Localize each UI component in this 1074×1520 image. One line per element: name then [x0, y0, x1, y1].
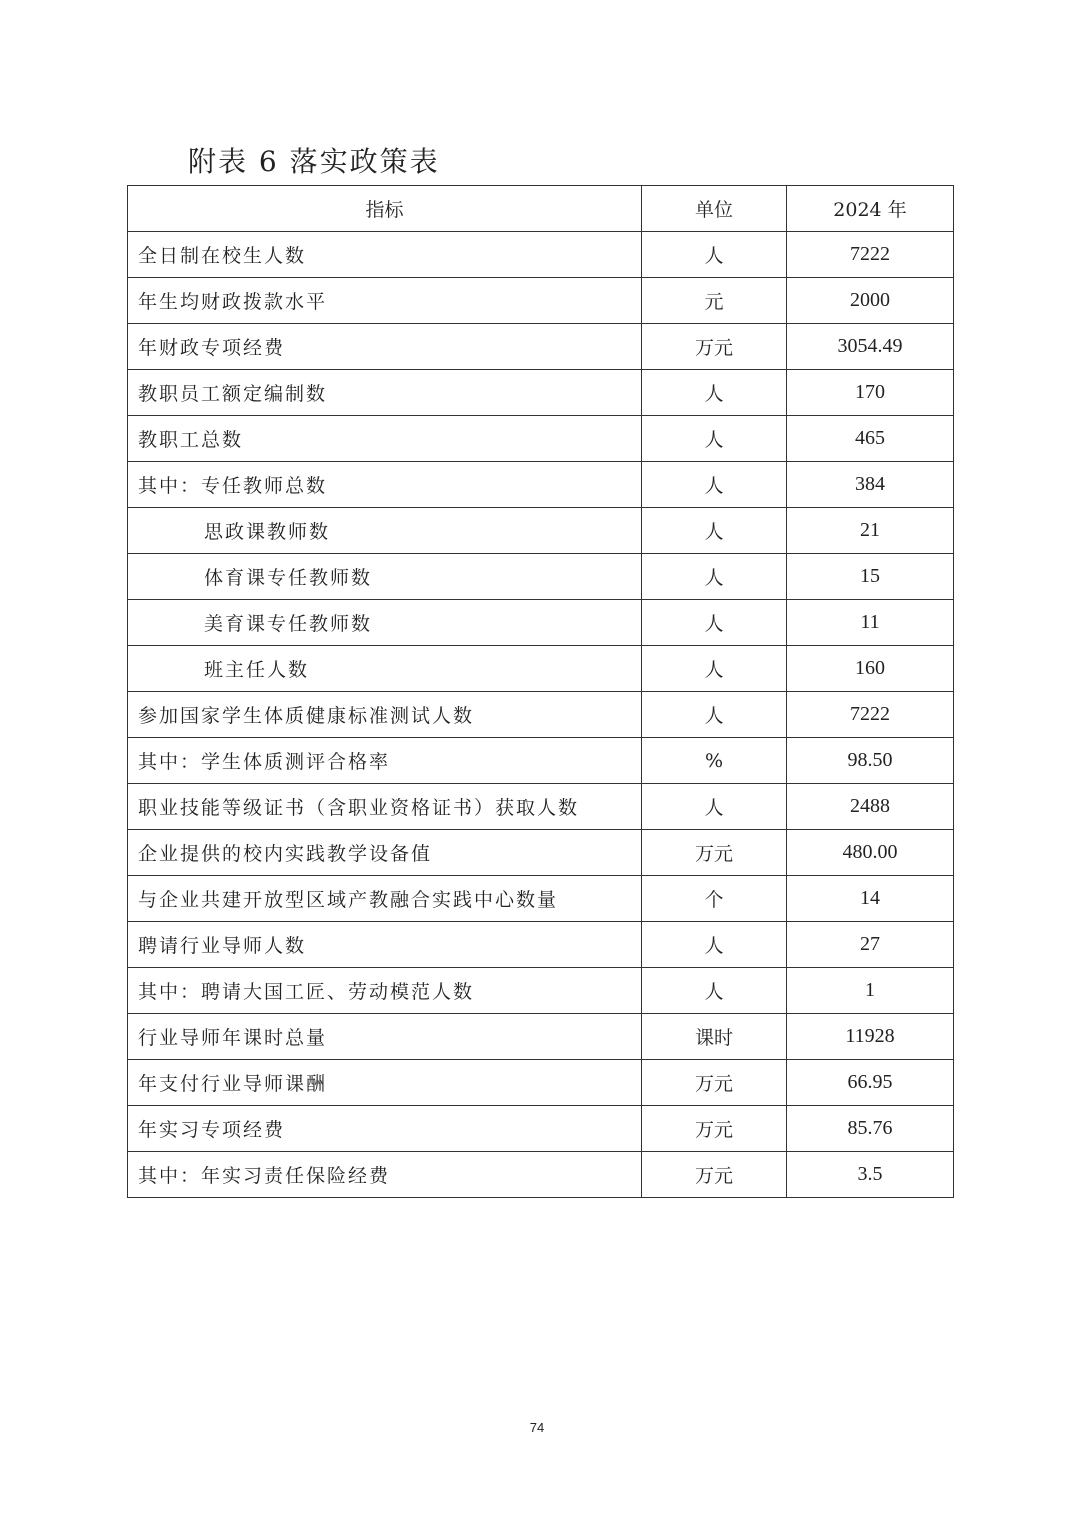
row-unit: 个: [642, 876, 787, 922]
row-indicator: 其中：专任教师总数: [128, 462, 642, 508]
policy-table: [127, 185, 954, 1198]
table-row: [128, 1014, 954, 1060]
row-value: 1: [787, 968, 954, 1014]
row-value: 3.5: [787, 1152, 954, 1198]
row-indicator: 全日制在校生人数: [128, 232, 642, 278]
row-indicator: 行业导师年课时总量: [128, 1014, 642, 1060]
row-indicator: 年实习专项经费: [128, 1106, 642, 1152]
row-unit: 人: [642, 646, 787, 692]
table-row: [128, 232, 954, 278]
table-row: [128, 692, 954, 738]
row-unit: %: [642, 738, 787, 784]
header-indicator: 指标: [128, 186, 642, 232]
table-row: [128, 1106, 954, 1152]
row-indicator: 企业提供的校内实践教学设备值: [128, 830, 642, 876]
table-row: [128, 646, 954, 692]
table-row: [128, 554, 954, 600]
row-value: 66.95: [787, 1060, 954, 1106]
row-unit: 人: [642, 922, 787, 968]
row-value: 27: [787, 922, 954, 968]
table-row: [128, 508, 954, 554]
row-unit: 人: [642, 370, 787, 416]
table-row: [128, 324, 954, 370]
table-row: [128, 416, 954, 462]
table-row: [128, 738, 954, 784]
table-body: [128, 232, 954, 1198]
row-value: 15: [787, 554, 954, 600]
row-indicator: 年支付行业导师课酬: [128, 1060, 642, 1106]
row-unit: 人: [642, 508, 787, 554]
row-unit: 万元: [642, 324, 787, 370]
row-unit: 课时: [642, 1014, 787, 1060]
row-unit: 人: [642, 600, 787, 646]
row-value: 7222: [787, 692, 954, 738]
row-unit: 人: [642, 784, 787, 830]
row-value: 85.76: [787, 1106, 954, 1152]
row-indicator: 年财政专项经费: [128, 324, 642, 370]
row-indicator: 班主任人数: [128, 646, 642, 692]
row-indicator: 其中：学生体质测评合格率: [128, 738, 642, 784]
row-value: 21: [787, 508, 954, 554]
row-unit: 人: [642, 692, 787, 738]
table-row: [128, 370, 954, 416]
row-value: 384: [787, 462, 954, 508]
table-row: [128, 922, 954, 968]
row-unit: 人: [642, 554, 787, 600]
row-indicator: 思政课教师数: [128, 508, 642, 554]
row-unit: 人: [642, 968, 787, 1014]
row-indicator: 教职员工额定编制数: [128, 370, 642, 416]
row-indicator: 与企业共建开放型区域产教融合实践中心数量: [128, 876, 642, 922]
row-value: 98.50: [787, 738, 954, 784]
row-value: 7222: [787, 232, 954, 278]
row-indicator: 参加国家学生体质健康标准测试人数: [128, 692, 642, 738]
row-value: 11: [787, 600, 954, 646]
row-indicator: 体育课专任教师数: [128, 554, 642, 600]
table-row: [128, 1152, 954, 1198]
row-value: 170: [787, 370, 954, 416]
table-title: 附表 6 落实政策表: [188, 145, 440, 178]
table-row: [128, 1060, 954, 1106]
row-value: 2000: [787, 278, 954, 324]
row-unit: 人: [642, 232, 787, 278]
row-indicator: 美育课专任教师数: [128, 600, 642, 646]
row-unit: 万元: [642, 1060, 787, 1106]
header-year: 2024 年: [787, 186, 954, 232]
table-row: [128, 876, 954, 922]
row-value: 160: [787, 646, 954, 692]
table-row: [128, 830, 954, 876]
row-indicator: 年生均财政拨款水平: [128, 278, 642, 324]
table-row: [128, 462, 954, 508]
row-indicator: 教职工总数: [128, 416, 642, 462]
row-value: 14: [787, 876, 954, 922]
table-row: [128, 784, 954, 830]
row-unit: 人: [642, 416, 787, 462]
header-row: [128, 186, 954, 232]
table-row: [128, 600, 954, 646]
row-unit: 元: [642, 278, 787, 324]
row-indicator: 其中：年实习责任保险经费: [128, 1152, 642, 1198]
row-indicator: 其中：聘请大国工匠、劳动模范人数: [128, 968, 642, 1014]
row-value: 2488: [787, 784, 954, 830]
row-indicator: 职业技能等级证书（含职业资格证书）获取人数: [128, 784, 642, 830]
table-row: [128, 278, 954, 324]
row-indicator: 聘请行业导师人数: [128, 922, 642, 968]
row-unit: 人: [642, 462, 787, 508]
row-unit: 万元: [642, 830, 787, 876]
row-value: 465: [787, 416, 954, 462]
row-value: 11928: [787, 1014, 954, 1060]
row-value: 3054.49: [787, 324, 954, 370]
page-number: 74: [529, 1420, 545, 1435]
row-unit: 万元: [642, 1106, 787, 1152]
table-row: [128, 968, 954, 1014]
row-unit: 万元: [642, 1152, 787, 1198]
header-unit: 单位: [642, 186, 787, 232]
row-value: 480.00: [787, 830, 954, 876]
